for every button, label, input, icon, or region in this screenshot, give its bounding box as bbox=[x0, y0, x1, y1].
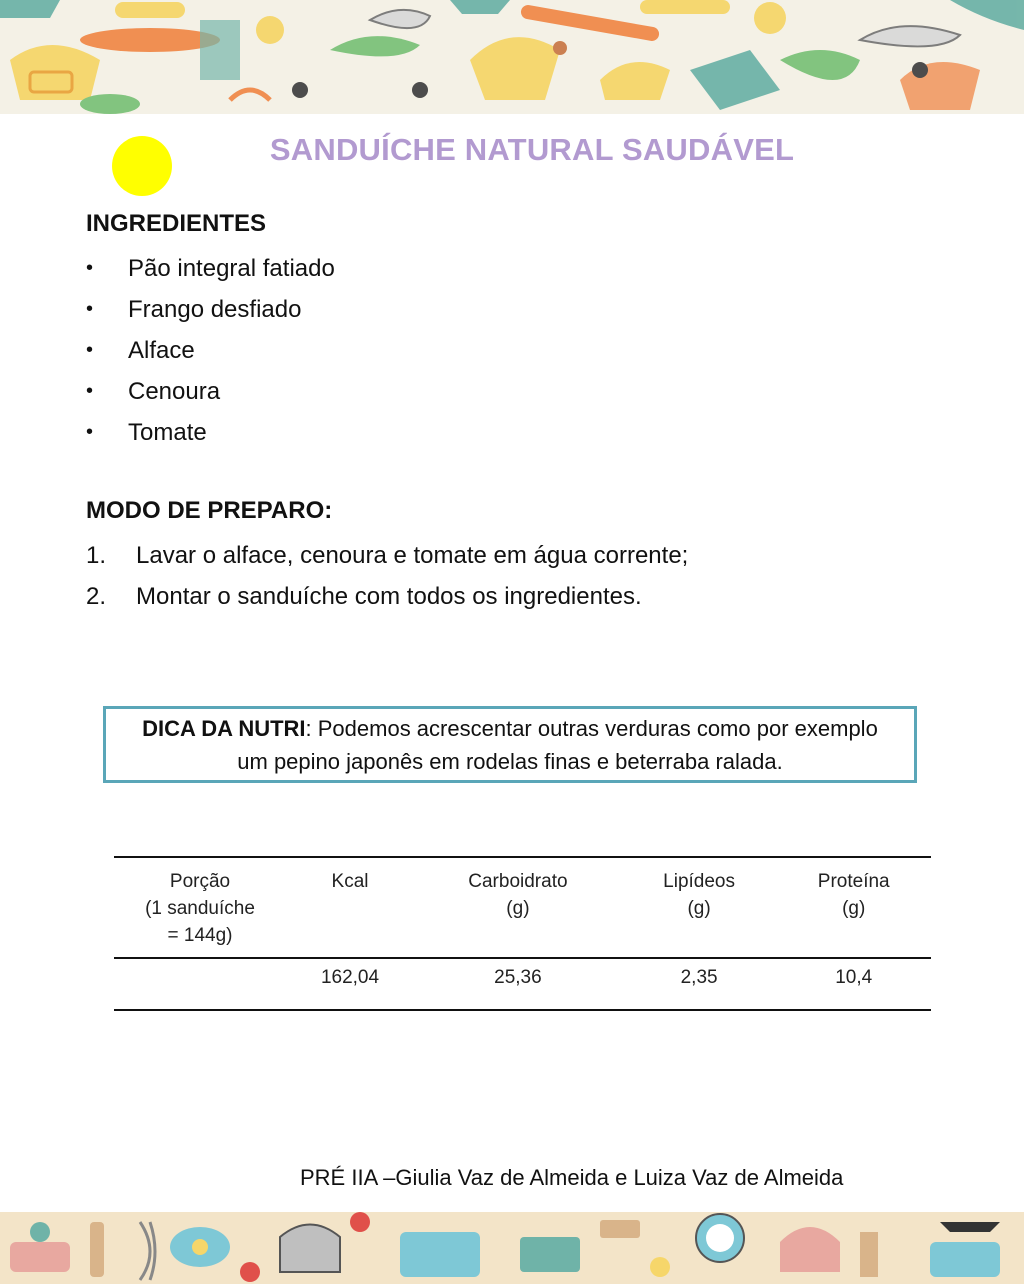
top-decorative-banner bbox=[0, 0, 1024, 114]
header-line: = 144g) bbox=[167, 925, 233, 946]
tip-text: : Podemos acrescentar outras verduras como por exemplo um pepino japonês em rodelas finas e beterraba ralada. bbox=[237, 715, 878, 774]
bullet-icon: • bbox=[86, 380, 94, 402]
list-item bbox=[86, 289, 335, 330]
step-number: 2. bbox=[86, 582, 107, 610]
step-text: Montar o sanduíche com todos os ingredientes. bbox=[136, 582, 642, 610]
list-item bbox=[86, 535, 688, 576]
bullet-icon: • bbox=[86, 339, 94, 361]
method-heading: MODO DE PREPARO: bbox=[86, 497, 333, 524]
table-header-row bbox=[114, 857, 931, 958]
bullet-icon: • bbox=[86, 421, 94, 443]
column-header-lipids bbox=[622, 857, 777, 958]
cell-portion bbox=[114, 958, 286, 1010]
header-line: Lipídeos bbox=[663, 871, 735, 892]
column-header-carbohydrate bbox=[414, 857, 622, 958]
method-steps-list bbox=[86, 535, 688, 617]
header-line: (g) bbox=[687, 898, 711, 919]
nutrition-table bbox=[114, 856, 931, 1011]
column-header-kcal bbox=[286, 857, 414, 958]
recipe-title: SANDUÍCHE NATURAL SAUDÁVEL bbox=[269, 132, 795, 167]
column-header-portion bbox=[114, 857, 286, 958]
table-row bbox=[114, 958, 931, 1010]
list-item bbox=[86, 248, 335, 289]
ingredient-label: Pão integral fatiado bbox=[128, 254, 335, 282]
kitchen-appliances-illustration bbox=[0, 1212, 1024, 1284]
header-line: Porção bbox=[169, 871, 231, 892]
step-number: 1. bbox=[86, 541, 107, 569]
ingredients-heading: INGREDIENTES bbox=[86, 210, 267, 237]
header-line: Proteína bbox=[817, 871, 890, 892]
column-header-protein bbox=[776, 857, 931, 958]
ingredient-label: Cenoura bbox=[128, 377, 221, 405]
header-line: (g) bbox=[842, 898, 866, 919]
ingredient-label: Frango desfiado bbox=[128, 295, 302, 323]
cell-lipids: 2,35 bbox=[622, 958, 777, 1010]
tip-label: DICA DA NUTRI bbox=[142, 715, 306, 741]
cell-kcal: 162,04 bbox=[286, 958, 414, 1010]
list-item bbox=[86, 330, 335, 371]
header-line: (g) bbox=[506, 898, 530, 919]
list-item bbox=[86, 371, 335, 412]
list-item bbox=[86, 576, 688, 617]
step-text: Lavar o alface, cenoura e tomate em água corrente; bbox=[136, 541, 689, 569]
nutrition-tip-box bbox=[103, 706, 917, 783]
bullet-icon: • bbox=[86, 298, 94, 320]
kitchen-pattern-illustration bbox=[0, 0, 1024, 114]
ingredients-list bbox=[86, 248, 335, 453]
tip-text-block bbox=[136, 712, 884, 778]
bullet-icon: • bbox=[86, 257, 94, 279]
cell-protein: 10,4 bbox=[776, 958, 931, 1010]
header-line: Kcal bbox=[331, 871, 369, 892]
ingredient-label: Alface bbox=[128, 336, 195, 364]
cell-carbohydrate: 25,36 bbox=[414, 958, 622, 1010]
list-item bbox=[86, 412, 335, 453]
authors-footer: PRÉ IIA –Giulia Vaz de Almeida e Luiza Vaz de Almeida bbox=[300, 1165, 844, 1190]
ingredient-label: Tomate bbox=[128, 418, 207, 446]
header-line: Carboidrato bbox=[468, 871, 568, 892]
header-line: (1 sanduíche bbox=[145, 898, 255, 919]
bottom-decorative-banner bbox=[0, 1212, 1024, 1284]
